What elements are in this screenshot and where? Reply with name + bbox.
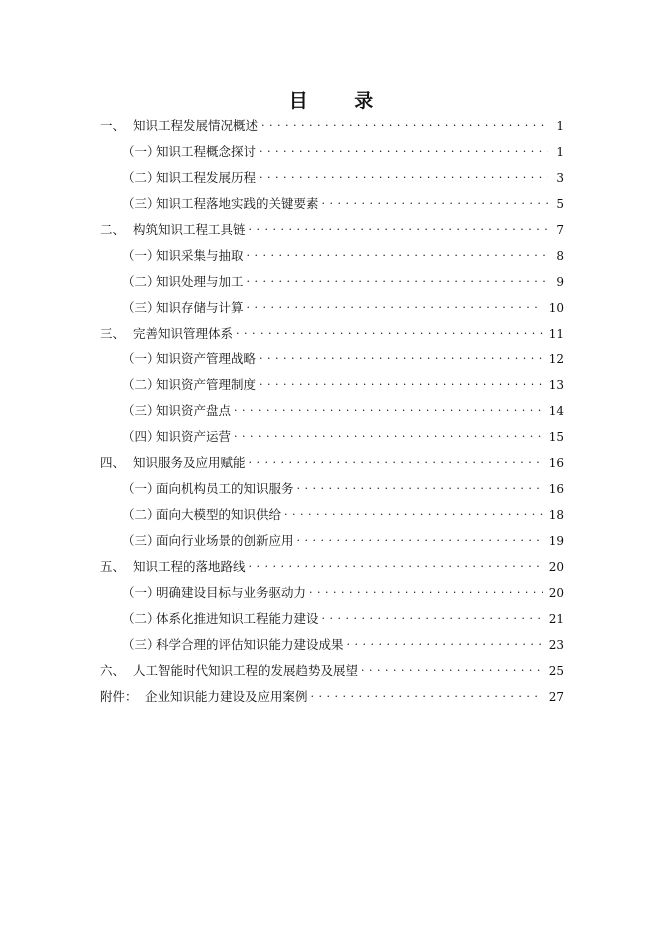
toc-entry-page-number: 18: [548, 508, 564, 523]
dot-leader: [309, 585, 543, 597]
toc-entry[interactable]: [100, 635, 564, 661]
toc-entry-number: 五、: [100, 558, 126, 574]
toc-entry[interactable]: [100, 220, 564, 246]
toc-entry-page-number: 16: [548, 456, 564, 471]
toc-entry-label: 知识工程发展情况概述: [133, 118, 259, 133]
toc-entry[interactable]: [100, 324, 564, 350]
toc-entry[interactable]: [100, 375, 564, 401]
toc-entry-label: 知识工程概念探讨: [156, 143, 257, 159]
toc-entry-number: （三）: [122, 299, 160, 315]
toc-entry-number: 三、: [100, 325, 126, 341]
dot-leader: [249, 222, 548, 234]
toc-entry-number: 六、: [100, 662, 126, 678]
toc-entry-number: （二）: [122, 610, 160, 626]
toc-entry-number: （四）: [122, 429, 160, 445]
dot-leader: [322, 196, 548, 208]
toc-entry[interactable]: [100, 246, 564, 272]
toc-entry[interactable]: [100, 168, 564, 194]
toc-entry-number: （一）: [122, 143, 160, 159]
toc-entry[interactable]: [100, 194, 564, 220]
toc-entry-number: （二）: [122, 377, 160, 393]
toc-entry-page-number: 15: [548, 430, 564, 445]
toc-entry-page-number: 20: [548, 585, 564, 600]
page-title: 目 录: [288, 90, 394, 112]
toc-entry-number: （一）: [122, 481, 160, 497]
toc-entry-page-number: 8: [556, 248, 564, 263]
dot-leader: [259, 144, 548, 156]
toc-entry-label: 面向机构员工的知识服务: [156, 481, 294, 497]
toc-entry-label: 知识存储与计算: [156, 299, 244, 315]
dot-leader: [361, 663, 543, 675]
toc-entry-page-number: 19: [548, 534, 564, 548]
toc-entry-number: 二、: [100, 221, 126, 237]
dot-leader: [297, 533, 543, 545]
dot-leader: [259, 170, 548, 182]
toc-entry-label: 科学合理的评估知识能力建设成果: [156, 636, 344, 652]
toc-entry-page-number: 7: [556, 222, 564, 237]
toc-entry[interactable]: [100, 401, 564, 427]
dot-leader: [236, 326, 543, 338]
toc-entry[interactable]: [100, 298, 564, 324]
toc-entry-number: （一）: [122, 247, 160, 263]
toc-entry-number: （一）: [122, 584, 160, 600]
toc-entry-page-number: 23: [548, 637, 564, 652]
dot-leader: [247, 274, 548, 286]
toc-entry[interactable]: [100, 349, 564, 375]
toc-entry-page-number: 12: [548, 352, 564, 367]
toc-entry-number: （三）: [122, 533, 160, 548]
dot-leader: [259, 351, 543, 363]
toc-entry-number: （二）: [122, 273, 160, 289]
toc-entry[interactable]: [100, 453, 564, 479]
toc-entry-label: 知识资产运营: [156, 429, 232, 445]
dot-leader: [234, 429, 543, 441]
toc-entry-page-number: 20: [548, 559, 564, 574]
toc-entry[interactable]: [100, 661, 564, 687]
toc-entry[interactable]: [100, 427, 564, 453]
toc-entry-page-number: 13: [548, 378, 564, 393]
toc-entry-label: 人工智能时代知识工程的发展趋势及展望: [133, 662, 359, 678]
toc-entry-label: 明确建设目标与业务驱动力: [156, 584, 307, 600]
toc-entry-number: （三）: [122, 636, 160, 652]
toc-entry[interactable]: [100, 116, 564, 142]
toc-entry-label: 知识资产管理制度: [156, 377, 257, 393]
toc-entry-page-number: 21: [548, 611, 564, 626]
table-of-contents: [100, 116, 564, 713]
toc-entry-page-number: 10: [548, 300, 564, 315]
toc-entry-number: （二）: [122, 507, 160, 523]
toc-entry[interactable]: [100, 557, 564, 583]
toc-entry-number: （三）: [122, 195, 160, 211]
toc-entry-label: 完善知识管理体系: [133, 325, 234, 341]
toc-entry-page-number: 9: [556, 274, 564, 289]
dot-leader: [297, 481, 543, 493]
dot-leader: [311, 689, 543, 701]
toc-entry-number: 一、: [100, 118, 126, 133]
toc-entry-label: 知识采集与抽取: [156, 247, 244, 263]
toc-entry-page-number: 11: [548, 326, 564, 341]
toc-entry-page-number: 1: [556, 144, 564, 159]
dot-leader: [247, 248, 548, 260]
toc-entry-page-number: 1: [556, 119, 564, 133]
toc-entry[interactable]: [100, 687, 564, 713]
toc-entry-label: 知识工程发展历程: [156, 169, 257, 185]
toc-entry-page-number: 25: [548, 663, 564, 678]
toc-entry-number: 四、: [100, 455, 126, 471]
toc-entry-label: 面向大模型的知识供给: [156, 507, 282, 523]
toc-entry-label: 企业知识能力建设及应用案例: [145, 688, 308, 704]
toc-entry-number: （三）: [122, 403, 160, 419]
dot-leader: [284, 507, 543, 519]
toc-entry-page-number: 5: [556, 196, 564, 211]
toc-entry-label: 知识服务及应用赋能: [133, 455, 246, 471]
toc-entry-page-number: 3: [556, 170, 564, 185]
dot-leader: [247, 300, 543, 312]
toc-entry-label: 知识资产管理战略: [156, 351, 257, 367]
toc-entry-label: 构筑知识工程工具链: [133, 221, 246, 237]
toc-entry[interactable]: [100, 583, 564, 609]
dot-leader: [261, 118, 548, 130]
toc-entry-label: 知识工程的落地路线: [133, 558, 246, 574]
toc-entry-label: 知识工程落地实践的关键要素: [156, 195, 319, 211]
toc-entry-number: 附件：: [100, 688, 138, 704]
toc-entry-page-number: 14: [548, 404, 564, 419]
toc-entry-page-number: 16: [548, 482, 564, 497]
toc-entry[interactable]: [100, 479, 564, 505]
toc-entry[interactable]: [100, 531, 564, 557]
toc-entry-label: 面向行业场景的创新应用: [156, 533, 294, 548]
dot-leader: [249, 559, 543, 571]
toc-entry[interactable]: [100, 142, 564, 168]
toc-entry-label: 知识资产盘点: [156, 403, 232, 419]
dot-leader: [249, 455, 543, 467]
dot-leader: [322, 611, 543, 623]
toc-entry-label: 知识处理与加工: [156, 273, 244, 289]
toc-entry-number: （一）: [122, 351, 160, 367]
toc-entry[interactable]: [100, 272, 564, 298]
toc-entry-label: 体系化推进知识工程能力建设: [156, 610, 319, 626]
dot-leader: [234, 403, 543, 415]
toc-entry-page-number: 27: [548, 689, 564, 704]
toc-entry[interactable]: [100, 505, 564, 531]
dot-leader: [347, 637, 543, 649]
toc-entry[interactable]: [100, 609, 564, 635]
dot-leader: [259, 377, 543, 389]
toc-entry-number: （二）: [122, 169, 160, 185]
